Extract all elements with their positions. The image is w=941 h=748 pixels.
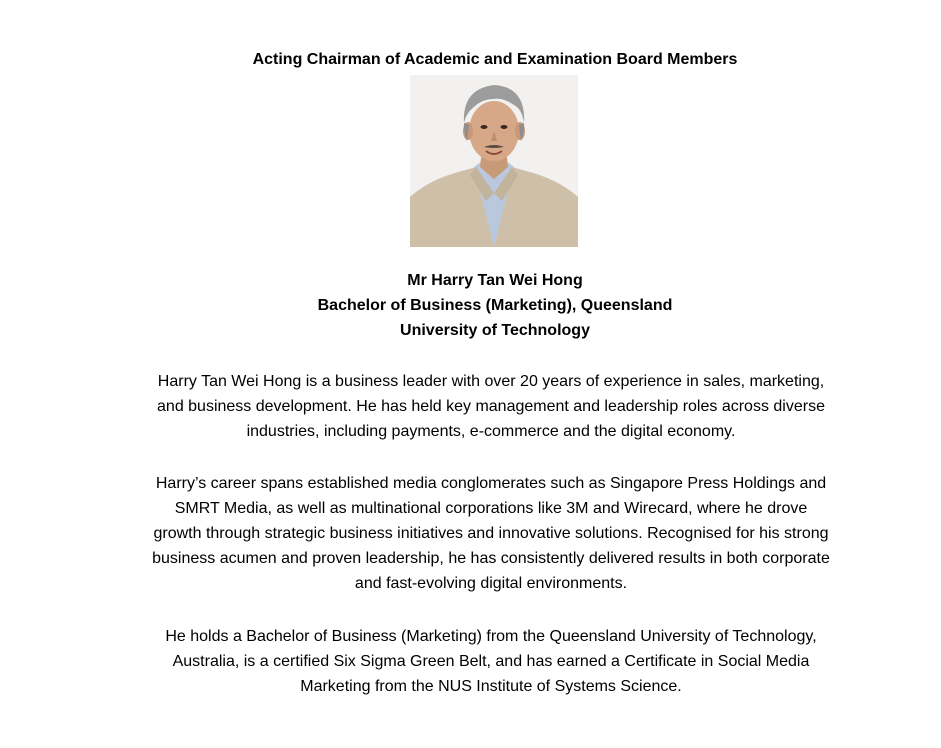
profile-name-block bbox=[0, 268, 941, 343]
bio-line: Australia, is a certified Six Sigma Green Belt, and has earned a Certificate in Social Media bbox=[172, 653, 810, 670]
bio-line: and fast-evolving digital environments. bbox=[354, 575, 628, 592]
bio-line: Harry Tan Wei Hong is a business leader with over 20 years of experience in sales, marketing, bbox=[157, 373, 825, 390]
portrait-photo bbox=[410, 75, 578, 247]
profile-degree-line-1: Bachelor of Business (Marketing), Queensland bbox=[317, 297, 673, 314]
bio-line: Harry’s career spans established media conglomerates such as Singapore Press Holdings and bbox=[155, 475, 827, 492]
bio-line: business acumen and proven leadership, he has consistently delivered results in both corporate bbox=[152, 550, 830, 567]
bio-paragraph-1 bbox=[60, 369, 922, 444]
bio-paragraph-2 bbox=[60, 471, 922, 596]
bio-line: and business development. He has held key management and leadership roles across diverse bbox=[157, 398, 825, 415]
bio-paragraph-3 bbox=[60, 624, 922, 699]
bio-line: He holds a Bachelor of Business (Marketing) from the Queensland University of Technology, bbox=[165, 628, 817, 645]
bio-line: SMRT Media, as well as multinational corporations like 3M and Wirecard, where he drove bbox=[174, 500, 808, 517]
profile-name: Mr Harry Tan Wei Hong bbox=[407, 272, 583, 289]
bio-line: Marketing from the NUS Institute of Systems Science. bbox=[300, 678, 682, 695]
profile-degree-line-2: University of Technology bbox=[400, 322, 590, 339]
bio-line: industries, including payments, e-commerce and the digital economy. bbox=[246, 423, 736, 440]
bio-line: growth through strategic business initiatives and innovative solutions. Recognised for his strong bbox=[153, 525, 829, 542]
page-heading: Acting Chairman of Academic and Examination Board Members bbox=[252, 51, 738, 68]
